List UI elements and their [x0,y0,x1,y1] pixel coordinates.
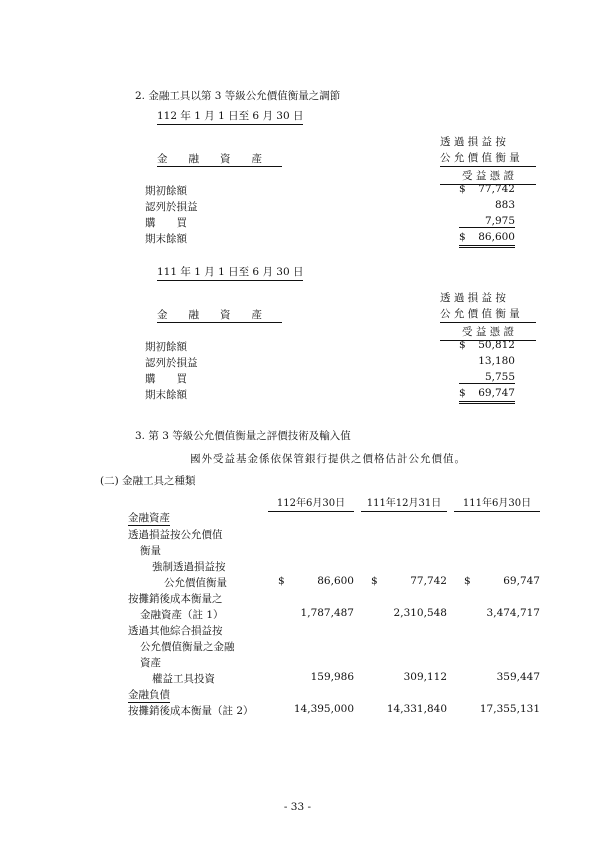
col-2022-12-31: 111年12月31日 [361,494,447,512]
row-2022-pl-value: 13,180 [478,355,515,367]
row-2022-closing-value: 69,747 [478,387,515,399]
col-header-2022-line1: 透 過 損 益 按 [440,292,506,304]
fvoci-line1: 透過其他綜合損益按 [128,625,223,637]
amort-value-2022-06: 3,474,717 [486,607,540,619]
period-2022: 111 年 1 月 1 日至 6 月 30 日 [157,264,303,281]
fvtpl-line3: 強制透過損益按 [152,561,226,573]
assets-title: 金融資產 [128,512,170,524]
fvtpl-dollar-2: $ [371,575,378,587]
row-2022-opening-value: 50,812 [478,339,515,351]
amort-value-2022-12: 2,310,548 [393,607,447,619]
asset-label-2022: 金 融 資 產 [157,307,282,323]
col-2022-06-30: 111年6月30日 [454,494,540,512]
row-2023-opening-dollar: $ [459,183,466,195]
col-header-2023-line2: 公 允 價 值 衡 量 [440,152,520,164]
fvtpl-value-2023: 86,600 [317,575,354,587]
fvtpl-line2: 衡量 [140,545,161,557]
row-2023-purchase-label: 購 買 [145,217,187,229]
fvtpl-line4: 公允價值衡量 [164,577,227,589]
fvtpl-dollar-1: $ [278,575,285,587]
section-2-heading: 2. 金融工具以第 3 等級公允價值衡量之調節 [135,90,341,102]
row-2023-pl-label: 認列於損益 [145,201,198,213]
liab-value-2022-06: 17,355,131 [479,703,540,715]
page-number: - 33 - [283,801,312,813]
fvoci-line2: 公允價值衡量之金融 [140,641,235,653]
liabilities-title: 金融負債 [128,689,170,701]
fvoci-line4: 權益工具投資 [152,673,215,685]
section-3-heading: 3. 第 3 等級公允價值衡量之評價技術及輸入值 [135,430,351,442]
section-two-heading: (二) 金融工具之種類 [100,475,196,487]
col-2023-06-30: 112年6月30日 [268,494,354,512]
row-2022-purchase-label: 購 買 [145,373,187,385]
fvoci-value-2023: 159,986 [310,671,354,683]
row-2022-purchase-value: 5,755 [459,371,515,384]
liab-value-2022-12: 14,331,840 [386,703,447,715]
row-2022-pl-label: 認列於損益 [145,357,198,369]
row-2023-closing-label: 期末餘額 [145,233,187,245]
col-header-2022-line2: 公 允 價 值 衡 量 [440,308,520,320]
asset-label-2023: 金 融 資 產 [157,151,282,167]
col-header-2022-line3: 受 益 憑 證 [440,322,536,341]
fvoci-value-2022-06: 359,447 [496,671,540,683]
period-2023: 112 年 1 月 1 日至 6 月 30 日 [157,108,303,125]
amort-line1: 按攤銷後成本衡量之 [128,593,223,605]
fvtpl-line1: 透過損益按公允價值 [128,529,223,541]
liab-value-2023: 14,395,000 [293,703,354,715]
row-2023-pl-value: 883 [494,199,515,211]
fvtpl-value-2022-12: 77,742 [410,575,447,587]
fvoci-line3: 資產 [140,657,161,669]
col-header-2023-line3: 受 益 憑 證 [440,166,536,185]
row-2022-closing-dollar: $ [459,387,466,399]
row-2023-purchase-value: 7,975 [459,215,515,228]
fvoci-value-2022-12: 309,112 [403,671,447,683]
row-2023-closing-value: 86,600 [478,231,515,243]
row-2022-opening-label: 期初餘額 [145,341,187,353]
col-header-2023-line1: 透 過 損 益 按 [440,136,506,148]
row-2022-opening-dollar: $ [459,339,466,351]
row-2022-closing-label: 期末餘額 [145,389,187,401]
row-2023-opening-value: 77,742 [478,183,515,195]
fvtpl-dollar-3: $ [464,575,471,587]
amort-value-2023: 1,787,487 [300,607,354,619]
row-2023-opening-label: 期初餘額 [145,185,187,197]
fvtpl-value-2022-06: 69,747 [503,575,540,587]
liab-line1: 按攤銷後成本衡量（註 2） [128,705,254,717]
amort-line2: 金融資產（註 1） [140,609,224,621]
section-3-text: 國外受益基金係依保管銀行提供之價格估計公允價值。 [190,453,466,465]
row-2023-closing-dollar: $ [459,231,466,243]
